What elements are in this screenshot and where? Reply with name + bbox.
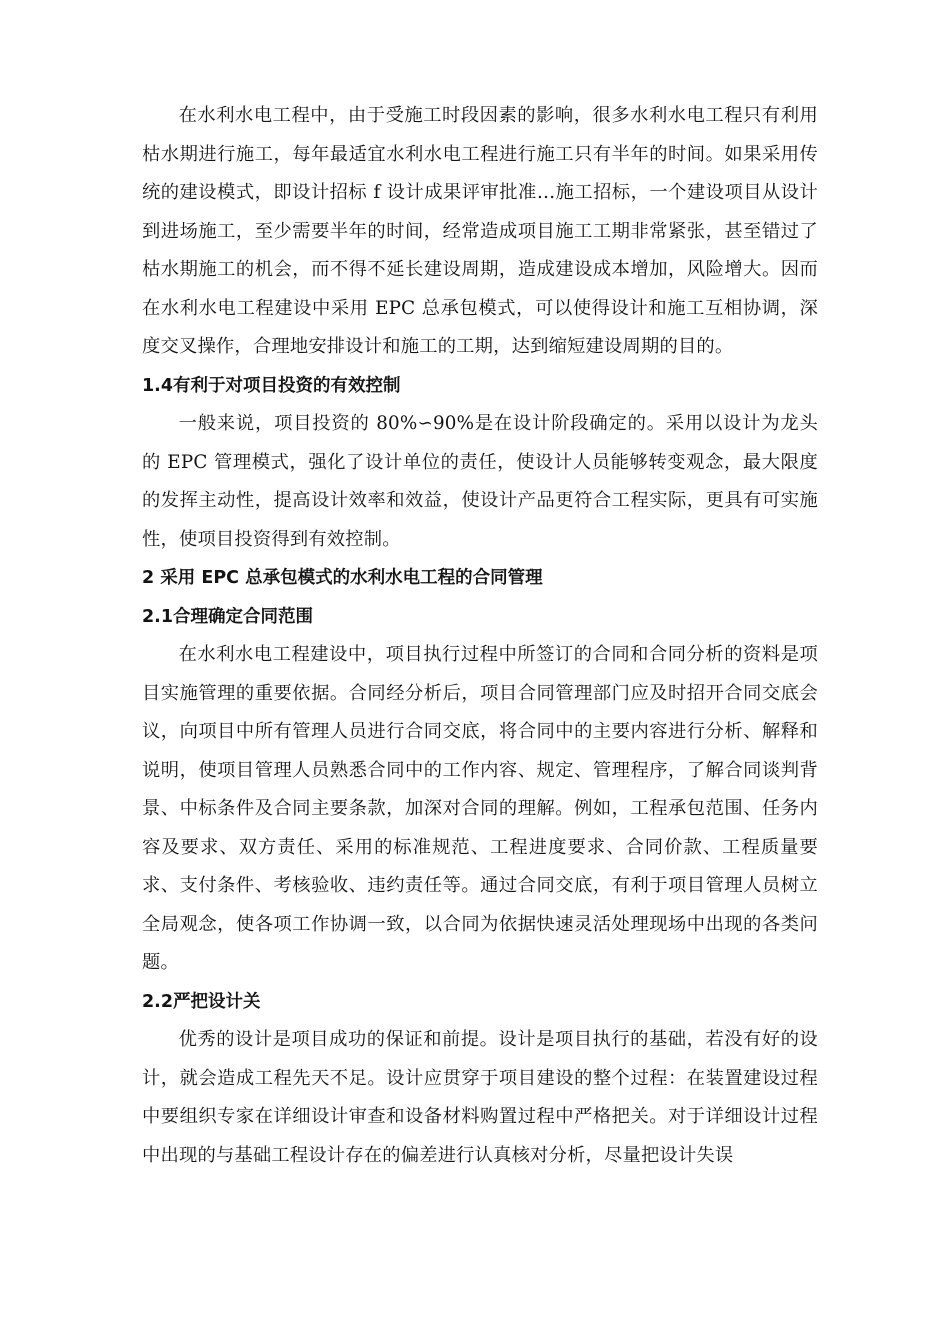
section-heading-2-1: 2.1合理确定合同范围 xyxy=(142,606,314,627)
section-heading-2: 2 采用 EPC 总承包模式的水利水电工程的合同管理 xyxy=(142,568,543,588)
document-body xyxy=(142,97,818,1175)
paragraph-design-control: 优秀的设计是项目成功的保证和前提。设计是项目执行的基础，若没有好的设计，就会造成工程先天不足。设计应贯穿于项目建设的整个过程：在装置建设过程中要组织专家在详细设计审查和设备材料购置过程中严格把关。对于详细设计过程中出现的与基础工程设计存在的偏差进行认真核对分析，尽量把设计失误 xyxy=(142,1029,818,1166)
paragraph-contract-scope: 在水利水电工程建设中，项目执行过程中所签订的合同和合同分析的资料是项目实施管理的重要依据。合同经分析后，项目合同管理部门应及时招开合同交底会议，向项目中所有管理人员进行合同交底，将合同中的主要内容进行分析、解释和说明，使项目管理人员熟悉合同中的工作内容、规定、管理程序，了解合同谈判背景、中标条件及合同主要条款，加深对合同的理解。例如，工程承包范围、任务内容及要求、双方责任、采用的标准规范、工程进度要求、合同价款、工程质量要求、支付条件、考核验收、违约责任等。通过合同交底，有利于项目管理人员树立全局观念，使各项工作协调一致，以合同为依据快速灵活处理现场中出现的各类问题。 xyxy=(142,644,818,973)
paragraph-construction-period: 在水利水电工程中，由于受施工时段因素的影响，很多水利水电工程只有利用枯水期进行施工，每年最适宜水利水电工程进行施工只有半年的时间。如果采用传统的建设模式，即设计招标 f 设计成果评审批准…施工招标，一个建设项目从设计到进场施工，至少需要半年的时间，经常造成项目施工工期非常紧张，甚至错过了枯水期施工的机会，而不得不延长建设周期，造成建设成本增加，风险增大。因而在水利水电工程建设中采用 EPC 总承包模式，可以使得设计和施工互相协调，深度交叉操作，合理地安排设计和施工的工期，达到缩短建设周期的目的。 xyxy=(142,105,818,357)
section-heading-1-4: 1.4有利于对项目投资的有效控制 xyxy=(142,375,401,396)
paragraph-investment-control: 一般来说，项目投资的 80%∽90%是在设计阶段确定的。采用以设计为龙头的 EPC 管理模式，强化了设计单位的责任，使设计人员能够转变观念，最大限度的发挥主动性，提高设计效率和效益，使设计产品更符合工程实际，更具有可实施性，使项目投资得到有效控制。 xyxy=(142,413,818,550)
section-heading-2-2: 2.2严把设计关 xyxy=(142,991,261,1012)
